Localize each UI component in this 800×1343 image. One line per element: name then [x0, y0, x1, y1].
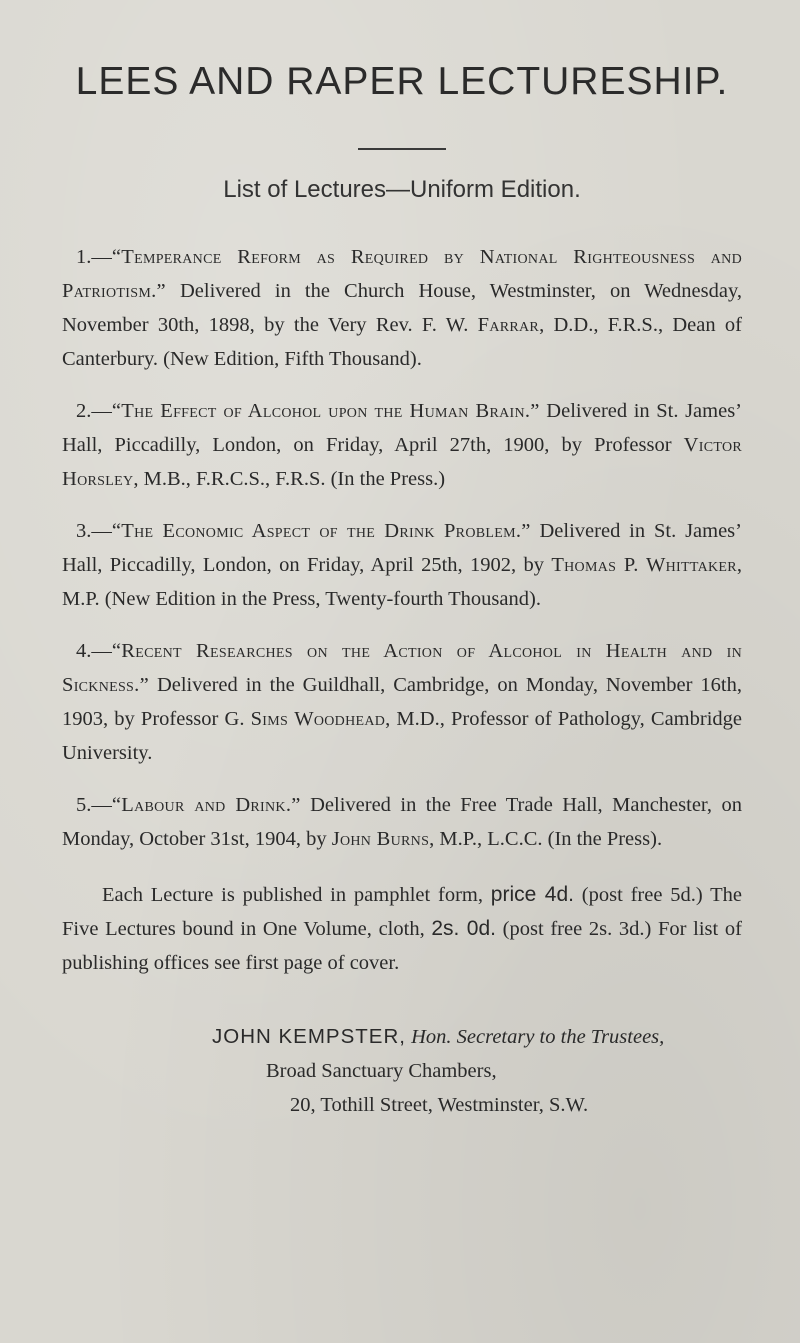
- lecture-list: [62, 240, 742, 856]
- lecture-details-end: , M.P. (New Edition in the Press, Twenty-fourth Thousand).: [62, 554, 743, 610]
- lecture-details: Delivered in the Free Trade Hall, Manchester, on Monday, October 31st, 1904, by: [62, 794, 742, 850]
- signature-line-1: [212, 1020, 742, 1054]
- lecture-title: “The Effect of Alcohol upon the Human Brain.”: [111, 400, 540, 422]
- price-single: price 4d.: [490, 883, 574, 906]
- lecture-author: Victor Horsley: [62, 434, 742, 490]
- lecture-details-end: , M.P., L.C.C. (In the Press).: [429, 828, 663, 850]
- note-text: Each Lecture is published in pamphlet form,: [102, 884, 491, 906]
- lecture-item: [62, 634, 742, 770]
- publication-note: [62, 878, 742, 980]
- lecture-item: [62, 394, 742, 496]
- lecture-details-end: , M.B., F.R.C.S., F.R.S. (In the Press.): [133, 468, 446, 490]
- lecture-details-end: , D.D., F.R.S., Dean of Canterbury. (New Edition, Fifth Thousand).: [62, 314, 742, 370]
- lecture-item: [62, 240, 742, 376]
- price-volume: 2s. 0d.: [431, 917, 496, 940]
- address-line-1: Broad Sanctuary Chambers,: [266, 1060, 497, 1082]
- lecture-author: John Burns: [331, 828, 430, 850]
- lecture-author: Farrar: [477, 314, 540, 336]
- lecture-title: “Recent Researches on the Action of Alcohol in Health and in Sickness.”: [62, 640, 742, 696]
- lecture-item: [62, 788, 742, 856]
- note-text-2: (post free 5d.) The Five Lectures bound in One Volume, cloth,: [62, 884, 743, 940]
- lecture-number: 5.—: [76, 794, 112, 816]
- lecture-number: 1.—: [76, 246, 112, 268]
- address-line-2: 20, Tothill Street, Westminster, S.W.: [290, 1094, 589, 1116]
- lecture-number: 3.—: [76, 520, 112, 542]
- lecture-author: Sims Woodhead: [250, 708, 386, 730]
- lecture-details: Delivered in the Church House, Westminster, on Wednesday, November 30th, 1898, by the Very Rev. F. W.: [62, 280, 742, 336]
- secretary-name: JOHN KEMPSTER,: [212, 1025, 406, 1048]
- lecture-details: Delivered in St. James’ Hall, Piccadilly, London, on Friday, April 25th, 1902, by: [62, 520, 742, 576]
- lecture-item: [62, 514, 742, 616]
- signature-block: [212, 1020, 742, 1122]
- page-title: LEES AND RAPER LECTURESHIP.: [75, 60, 729, 103]
- subtitle: List of Lectures—Uniform Edition.: [223, 176, 581, 203]
- lecture-title: “The Economic Aspect of the Drink Problem.”: [111, 520, 531, 542]
- lecture-number: 2.—: [76, 400, 112, 422]
- lecture-details-end: , M.D., Professor of Pathology, Cambridge University.: [62, 708, 742, 764]
- lecture-details: Delivered in St. James’ Hall, Piccadilly, London, on Friday, April 27th, 1900, by Professor: [62, 400, 742, 456]
- lecture-number: 4.—: [76, 640, 112, 662]
- lecture-details: Delivered in the Guildhall, Cambridge, on Monday, November 16th, 1903, by Professor G.: [62, 674, 742, 730]
- lecture-title: “Temperance Reform as Required by National Righteousness and Patriotism.”: [62, 246, 742, 302]
- lecture-title: “Labour and Drink.”: [111, 794, 301, 816]
- title-divider: [358, 148, 446, 150]
- lecture-author: Thomas P. Whittaker: [551, 554, 737, 576]
- note-text-3: (post free 2s. 3d.) For list of publishing offices see first page of cover.: [62, 918, 742, 974]
- secretary-role: Hon. Secretary to the Trustees,: [405, 1026, 665, 1048]
